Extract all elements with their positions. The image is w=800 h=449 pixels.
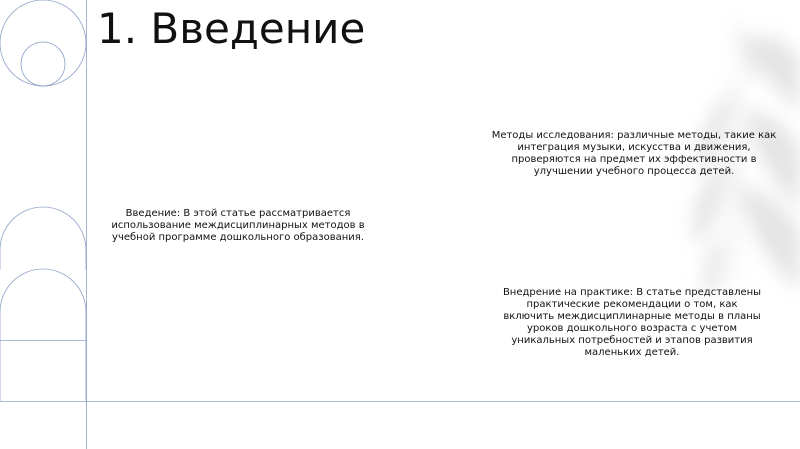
- arch-lower: [0, 269, 86, 401]
- top-circle-small: [21, 42, 65, 86]
- methods-text-block: Методы исследования: различные методы, такие как интеграция музыки, искусства и движения, проверяются на предмет их эффективности в улучшении учебного процесса детей.: [491, 130, 777, 177]
- arch-upper: [0, 207, 86, 270]
- top-circle-large: [0, 0, 86, 86]
- leaf-watermark: [640, 0, 800, 449]
- slide-title: 1. Введение: [97, 4, 366, 53]
- intro-text-block: Введение: В этой статье рассматривается использование междисциплинарных методов в учебной программе дошкольного образования.: [111, 208, 365, 243]
- practice-text-block: Внедрение на практике: В статье представлены практические рекомендации о том, как включить междисциплинарные методы в планы уроков дошкольного возраста с учетом уникальных потребностей и этапов развития маленьких детей.: [502, 287, 762, 358]
